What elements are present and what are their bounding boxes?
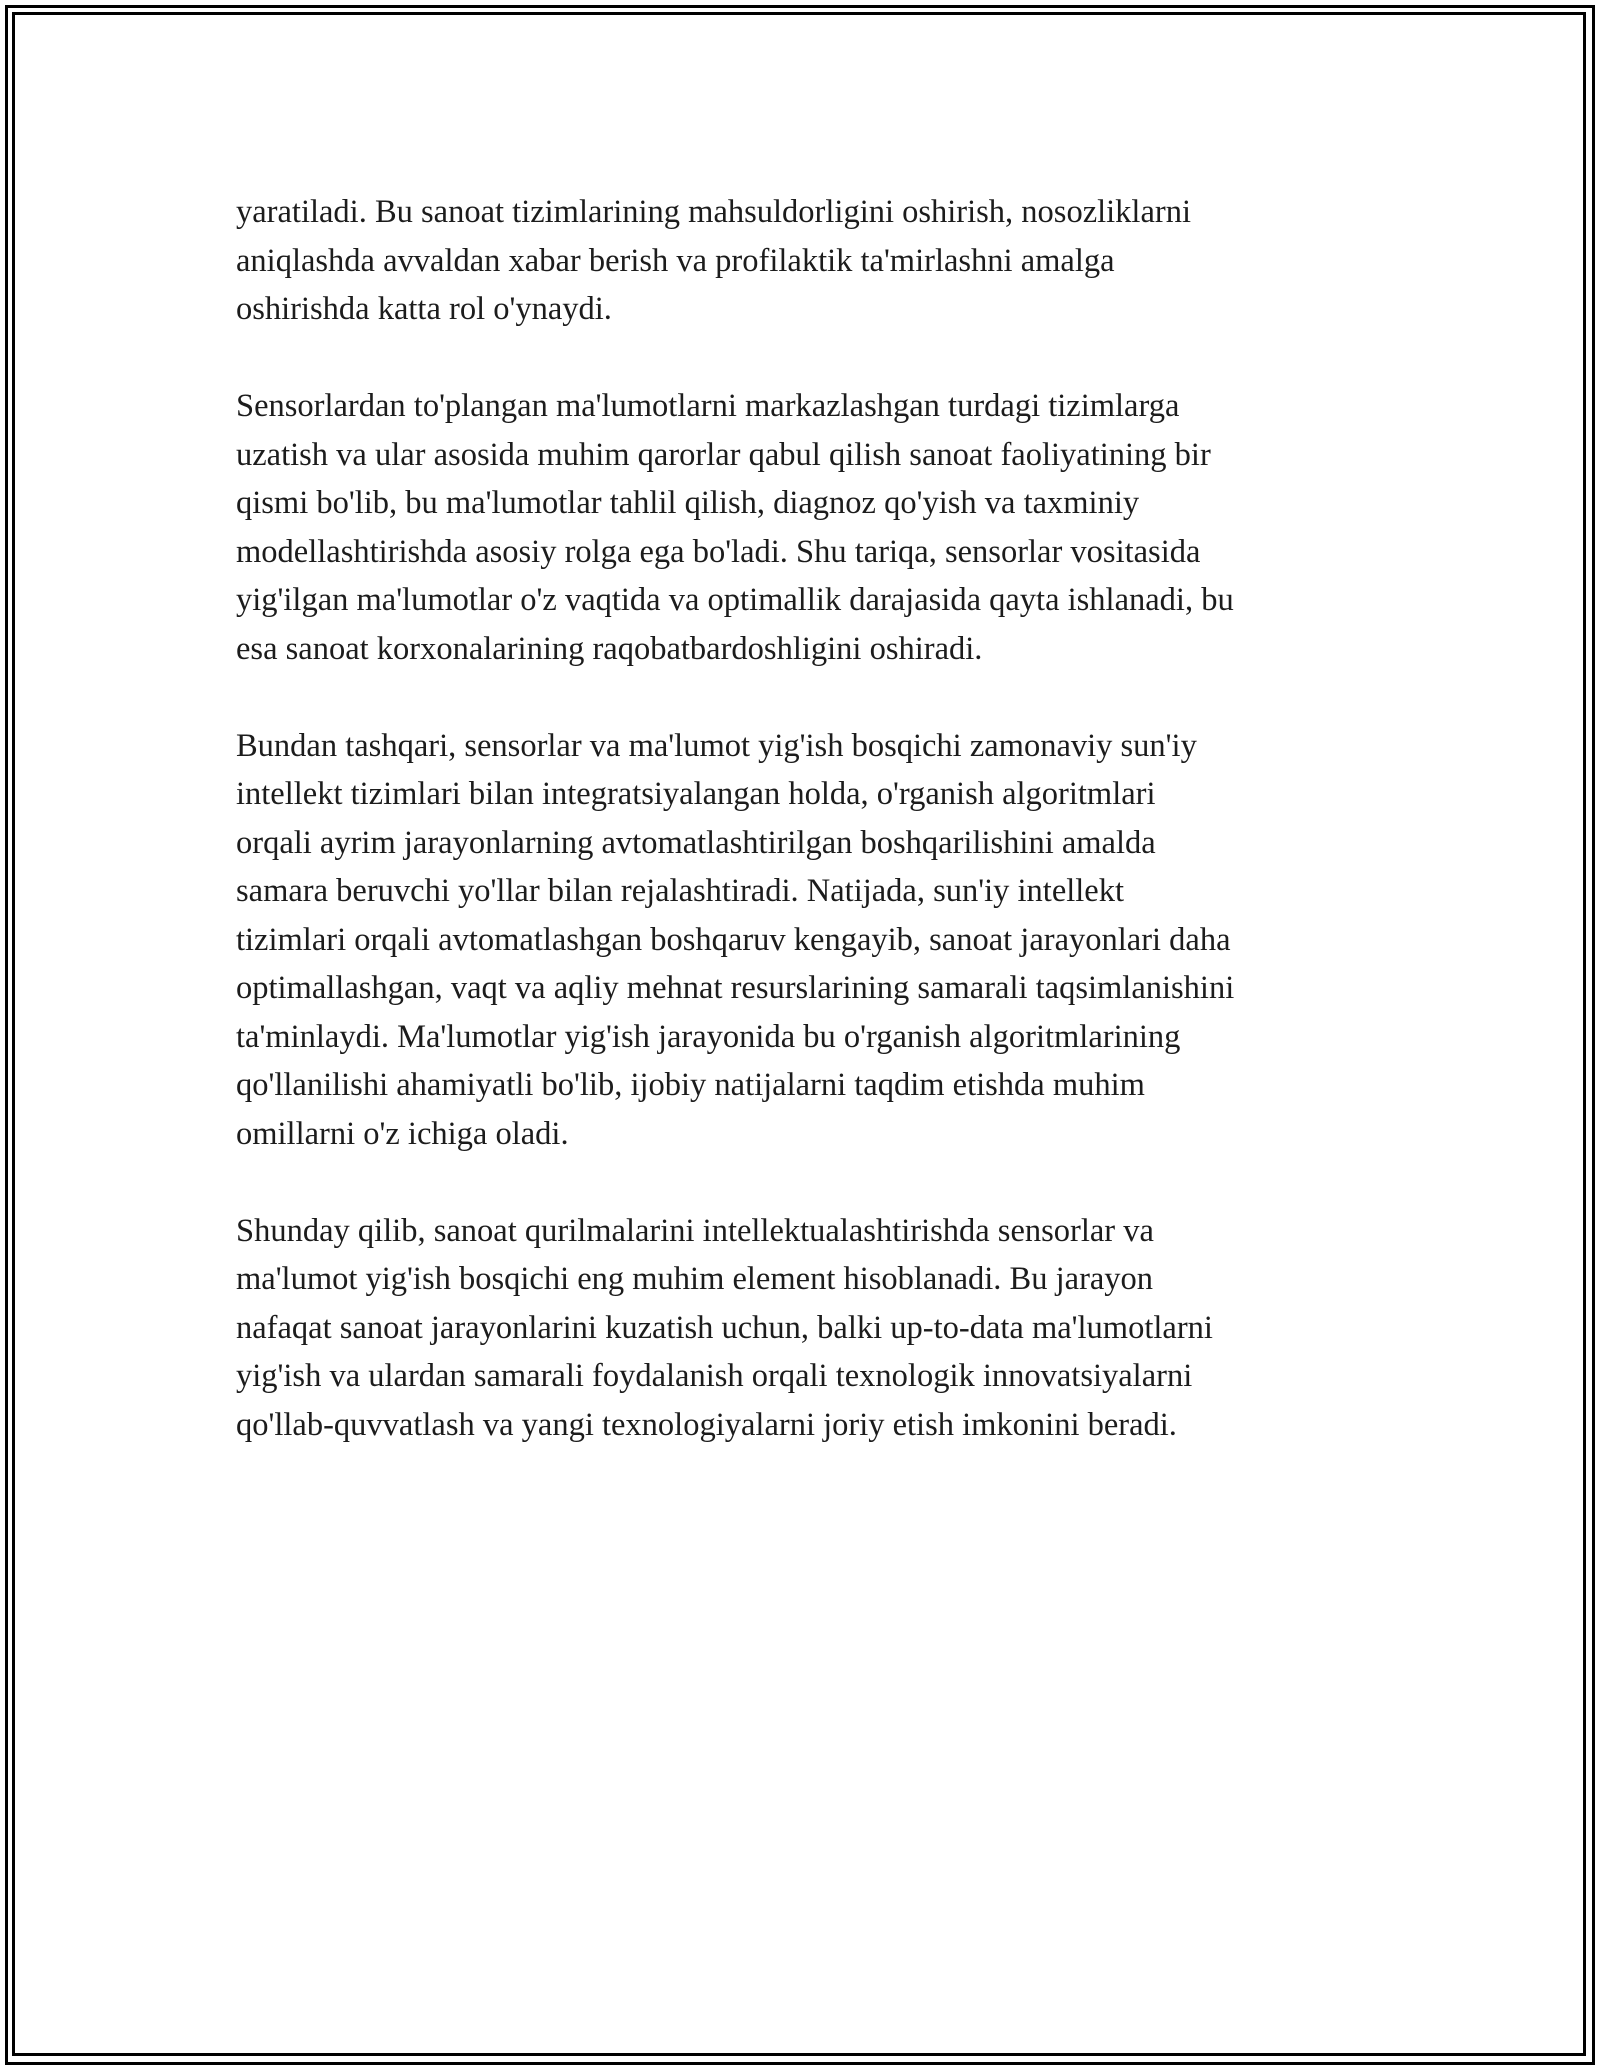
text-line: orqali ayrim jarayonlarning avtomatlashtirilgan boshqarilishini amalda: [236, 824, 1156, 861]
text-line: samara beruvchi yo'llar bilan rejalashtiradi. Natijada, sun'iy intellekt: [236, 873, 1125, 909]
text-line: ta'minlaydi. Ma'lumotlar yig'ish jarayonida bu o'rganish algoritmlarining: [236, 1018, 1181, 1055]
text-line: qo'llab-quvvatlash va yangi texnologiyalarni joriy etish imkonini beradi.: [236, 1406, 1177, 1443]
text-line: Bundan tashqari, sensorlar va ma'lumot yig'ish bosqichi zamonaviy sun'iy: [236, 727, 1197, 764]
text-line: tizimlari orqali avtomatlashgan boshqaruv kengayib, sanoat jarayonlari daha: [236, 921, 1231, 958]
paragraph-4: [236, 1207, 1366, 1450]
text-line: qo'llanilishi ahamiyatli bo'lib, ijobiy natijalarni taqdim etishda muhim: [236, 1067, 1145, 1103]
text-line: esa sanoat korxonalarining raqobatbardoshligini oshiradi.: [236, 630, 983, 667]
text-line: ma'lumot yig'ish bosqichi eng muhim element hisoblanadi. Bu jarayon: [236, 1261, 1154, 1297]
text-line: Shunday qilib, sanoat qurilmalarini intellektualashtirishda sensorlar va: [236, 1212, 1154, 1249]
paragraph-2: [236, 382, 1366, 673]
paragraph-1: [236, 188, 1366, 334]
text-line: nafaqat sanoat jarayonlarini kuzatish uchun, balki up-to-data ma'lumotlarni: [236, 1309, 1213, 1346]
text-line: oshirishda katta rol o'ynaydi.: [236, 291, 612, 327]
paragraph-3: [236, 722, 1366, 1159]
document-body: [236, 188, 1366, 1498]
text-line: Sensorlardan to'plangan ma'lumotlarni markazlashgan turdagi tizimlarga: [236, 388, 1180, 424]
text-line: omillarni o'z ichiga oladi.: [236, 1115, 569, 1152]
text-line: qismi bo'lib, bu ma'lumotlar tahlil qilish, diagnoz qo'yish va taxminiy: [236, 485, 1140, 521]
text-line: intellekt tizimlari bilan integratsiyalangan holda, o'rganish algoritmlari: [236, 776, 1156, 812]
text-line: yig'ish va ulardan samarali foydalanish orqali texnologik innovatsiyalarni: [236, 1358, 1193, 1394]
text-line: yaratiladi. Bu sanoat tizimlarining mahsuldorligini oshirish, nosozliklarni: [236, 194, 1191, 230]
text-line: yig'ilgan ma'lumotlar o'z vaqtida va optimallik darajasida qayta ishlanadi, bu: [236, 582, 1234, 618]
text-line: uzatish va ular asosida muhim qarorlar qabul qilish sanoat faoliyatining bir: [236, 436, 1211, 473]
text-line: optimallashgan, vaqt va aqliy mehnat resurslarining samarali taqsimlanishini: [236, 970, 1235, 1006]
text-line: aniqlashda avvaldan xabar berish va profilaktik ta'mirlashni amalga: [236, 242, 1115, 279]
text-line: modellashtirishda asosiy rolga ega bo'ladi. Shu tariqa, sensorlar vositasida: [236, 533, 1201, 570]
